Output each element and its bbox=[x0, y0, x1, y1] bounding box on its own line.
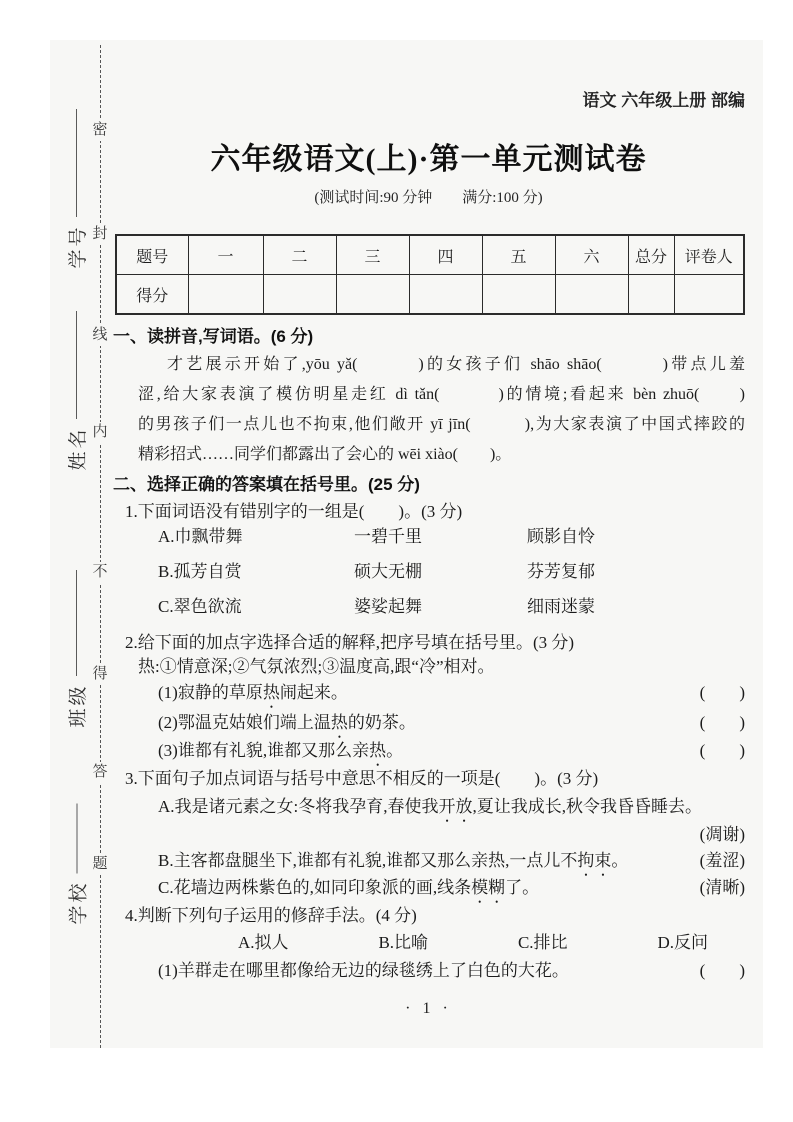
seal-char-feng: 封 bbox=[91, 224, 108, 245]
q2-item-3-pre: (3)谁都有礼貌,谁都又那么亲 bbox=[158, 741, 370, 760]
q2-item-1-answer-bracket: ( ) bbox=[699, 683, 745, 702]
score-row-label: 得分 bbox=[116, 275, 188, 315]
q4-option-d: D.反问 bbox=[657, 933, 708, 952]
score-table-header-cell: 三 bbox=[336, 235, 409, 275]
score-table-header-row bbox=[116, 235, 744, 275]
test-time-and-score-subtitle: (测试时间:90 分钟 满分:100 分) bbox=[314, 190, 543, 206]
seal-char-de: 得 bbox=[91, 664, 108, 685]
q2-item-1 bbox=[158, 678, 745, 712]
score-cell-empty bbox=[336, 275, 409, 315]
q2-item-2-dotted-char: 热 bbox=[330, 713, 348, 732]
book-edition-header: 语文 六年级上册 部编 bbox=[582, 91, 745, 110]
section-2-heading: 二、选择正确的答案填在括号里。(25 分) bbox=[113, 475, 420, 494]
score-cell-empty bbox=[674, 275, 744, 315]
score-table-header-cell: 题号 bbox=[116, 235, 188, 275]
q3-option-c-dotted-word: 模糊 bbox=[471, 878, 506, 897]
q1-option-a3: 顾影自怜 bbox=[527, 527, 595, 546]
score-table-header-cell: 六 bbox=[555, 235, 628, 275]
score-table-header-cell: 四 bbox=[409, 235, 482, 275]
name-label bbox=[64, 310, 88, 472]
q2-item-1-post: 闹起来。 bbox=[279, 683, 348, 702]
student-number-label-text: 学号 bbox=[67, 224, 89, 269]
q3-option-a-post: ,夏让我成长,秋令我昏昏睡去。 bbox=[472, 797, 702, 816]
q4-item-1 bbox=[158, 956, 745, 981]
question-2-meanings: 热:①情意深;②气氛浓烈;③温度高,跟“冷”相对。 bbox=[138, 657, 495, 676]
q1-option-c3: 细雨迷蒙 bbox=[527, 597, 595, 616]
q1-option-b2: 硕大无棚 bbox=[354, 562, 422, 581]
q4-item-1-answer-bracket: ( ) bbox=[699, 961, 745, 980]
school-fill-line bbox=[76, 804, 77, 874]
q4-option-a: A.拟人 bbox=[238, 933, 289, 952]
class-label-text: 班级 bbox=[67, 683, 89, 728]
class-label bbox=[64, 568, 88, 730]
q2-item-1-text bbox=[158, 678, 348, 712]
q1-option-b1: B.孤芳自赏 bbox=[158, 562, 242, 581]
q3-option-a-answer: (凋谢) bbox=[699, 825, 745, 844]
seal-char-da: 答 bbox=[91, 762, 108, 783]
q2-item-3-answer-bracket: ( ) bbox=[699, 741, 745, 760]
page-number: · 1 · bbox=[405, 1000, 452, 1017]
q2-item-3-post: 。 bbox=[386, 741, 404, 760]
q3-option-a-dotted-word: 开放 bbox=[438, 797, 473, 816]
student-number-label bbox=[64, 108, 88, 270]
q3-option-b-post: 。 bbox=[611, 851, 629, 870]
school-label bbox=[65, 803, 89, 926]
seal-char-bu: 不 bbox=[91, 562, 108, 583]
seal-char-nei: 内 bbox=[91, 422, 108, 443]
q3-option-c-pre: C.花墙边两株紫色的,如同印象派的画,线条 bbox=[158, 878, 472, 897]
q2-item-2-post: 的奶茶。 bbox=[347, 713, 416, 732]
q2-item-1-pre: (1)寂静的草原 bbox=[158, 683, 263, 702]
q2-item-2-pre: (2)鄂温克姑娘们端上温 bbox=[158, 713, 331, 732]
score-table bbox=[115, 234, 745, 315]
q1-option-b3: 芬芳复郁 bbox=[527, 562, 595, 581]
student-number-fill-line bbox=[76, 110, 77, 218]
pinyin-paragraph-line-1: 才艺展示开始了,yōu yǎ( )的女孩子们 shāo shāo( )带点儿羞 bbox=[167, 356, 745, 373]
score-cell-empty bbox=[409, 275, 482, 315]
pinyin-paragraph bbox=[138, 350, 745, 470]
q4-option-b: B.比喻 bbox=[378, 933, 429, 952]
score-table-header-cell: 总分 bbox=[628, 235, 674, 275]
seal-char-mi: 密 bbox=[91, 120, 108, 141]
question-3-text: 3.下面句子加点词语与括号中意思不相反的一项是( )。(3 分) bbox=[125, 769, 599, 788]
score-cell-empty bbox=[628, 275, 674, 315]
q1-option-a1: A.巾飘带舞 bbox=[158, 527, 243, 546]
pinyin-paragraph-line-3: 的男孩子们一点儿也不拘束,他们敞开 yī jīn( ),为大家表演了中国式摔跤的 bbox=[138, 416, 745, 433]
q3-option-b-pre: B.主客都盘腿坐下,谁都有礼貌,谁都又那么亲热,一点儿不 bbox=[158, 851, 578, 870]
q4-item-1-text: (1)羊群走在哪里都像给无边的绿毯绣上了白色的大花。 bbox=[158, 961, 569, 980]
name-label-text: 姓名 bbox=[67, 426, 89, 471]
q2-item-3-dotted-char: 热 bbox=[369, 741, 387, 760]
score-table-header-cell: 五 bbox=[482, 235, 555, 275]
seal-char-ti: 题 bbox=[91, 854, 108, 875]
q3-option-c-answer: (清晰) bbox=[699, 878, 745, 897]
q3-option-c-post: 了。 bbox=[505, 878, 540, 897]
seal-dashed-line bbox=[100, 45, 101, 1048]
q2-item-1-dotted-char: 热 bbox=[262, 683, 280, 702]
q1-option-c1: C.翠色欲流 bbox=[158, 597, 242, 616]
seal-char-xian: 线 bbox=[91, 325, 108, 346]
score-cell-empty bbox=[555, 275, 628, 315]
q2-item-2-answer-bracket: ( ) bbox=[699, 713, 745, 732]
name-fill-line bbox=[76, 312, 77, 420]
score-table-header-cell: 评卷人 bbox=[674, 235, 744, 275]
score-cell-empty bbox=[263, 275, 336, 315]
section-1-heading: 一、读拼音,写词语。(6 分) bbox=[113, 327, 314, 346]
question-1-options bbox=[158, 519, 718, 624]
pinyin-paragraph-line-4: 精彩招式……同学们都露出了会心的 wēi xiào( )。 bbox=[138, 446, 512, 463]
q3-option-b-answer: (羞涩) bbox=[699, 851, 745, 870]
page-title: 六年级语文(上)·第一单元测试卷 bbox=[210, 143, 647, 176]
q3-option-b-dotted-word: 拘束 bbox=[577, 851, 612, 870]
question-1-text: 1.下面词语没有错别字的一组是( )。(3 分) bbox=[125, 502, 463, 521]
score-table-score-row bbox=[116, 275, 744, 315]
question-4-options bbox=[238, 928, 708, 953]
class-fill-line bbox=[76, 571, 77, 677]
question-2-text: 2.给下面的加点字选择合适的解释,把序号填在括号里。(3 分) bbox=[125, 633, 575, 652]
question-4-text: 4.判断下列句子运用的修辞手法。(4 分) bbox=[125, 906, 417, 925]
score-cell-empty bbox=[188, 275, 263, 315]
score-table-header-cell: 二 bbox=[263, 235, 336, 275]
q1-option-c2: 婆娑起舞 bbox=[354, 597, 422, 616]
pinyin-paragraph-line-2: 涩,给大家表演了模仿明星走红 dì tǎn( )的情境;看起来 bèn zhuō( ) bbox=[138, 386, 745, 403]
score-cell-empty bbox=[482, 275, 555, 315]
school-label-text: 学校 bbox=[68, 880, 89, 925]
q1-option-a2: 一碧千里 bbox=[354, 527, 422, 546]
score-table-header-cell: 一 bbox=[188, 235, 263, 275]
q3-option-a-pre: A.我是诸元素之女:冬将我孕育,春使我 bbox=[158, 797, 439, 816]
q4-option-c: C.排比 bbox=[517, 933, 568, 952]
